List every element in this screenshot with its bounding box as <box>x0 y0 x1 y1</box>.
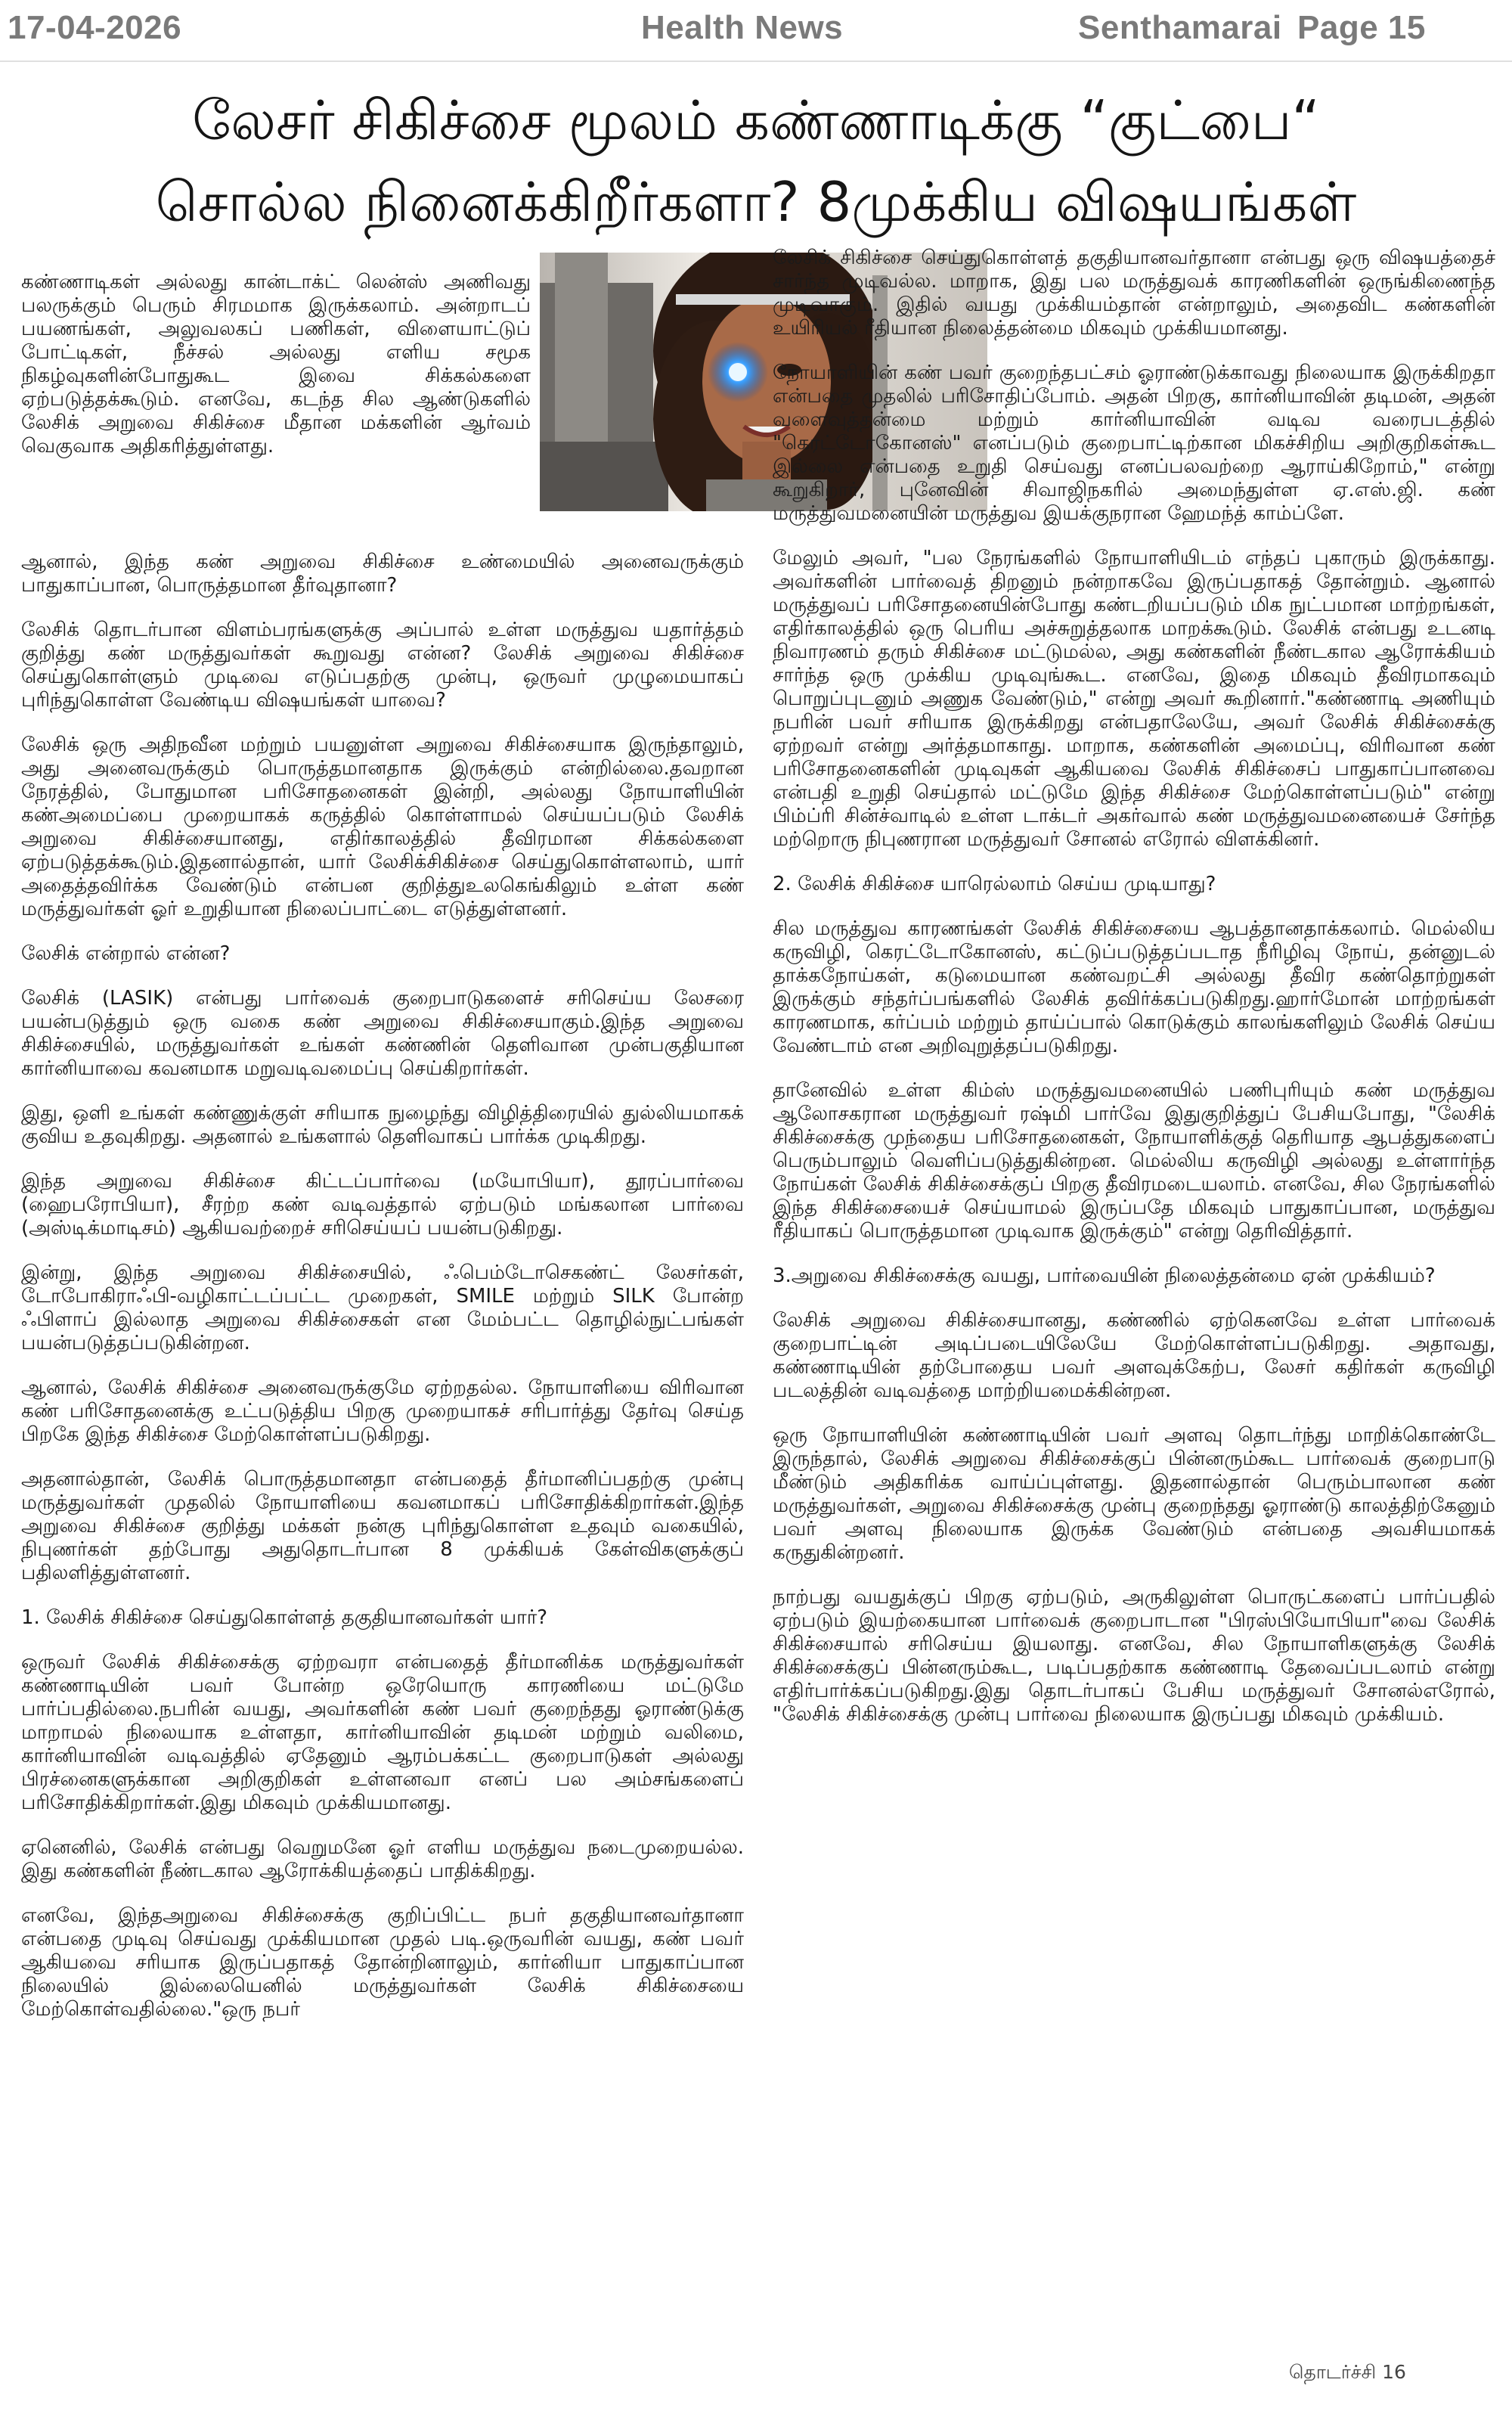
header-date: 17-04-2026 <box>8 9 182 46</box>
headline-line-2: சொல்ல நினைக்கிறீர்களா? 8முக்கிய விஷயங்கள் <box>155 170 1357 234</box>
paragraph: ஆனால், லேசிக் சிகிச்சை அனைவருக்குமே ஏற்றதல்ல. நோயாளியை விரிவான கண் பரிசோதனைக்கு உட்படுத்திய பிறகு முறையாகச் சரிபார்த்து தேர்வு செய்த பிறகே இந்த சிகிச்சை மேற்கொள்ளப்படுகிறது. <box>21 1376 744 1446</box>
article-right-column <box>773 247 1495 1748</box>
paragraph: லேசிக் அறுவை சிகிச்சையானது, கண்ணில் ஏற்கெனவே உள்ள பார்வைக் குறைபாட்டின் அடிப்படையிலேயே மேற்கொள்ளப்படுகிறது. அதாவது, கண்ணாடியின் தற்போதைய பவர் அளவுக்கேற்ப, லேசர் கதிர்கள் கருவிழி படலத்தின் வடிவத்தை மாற்றியமைக்கின்றன. <box>773 1309 1495 1402</box>
paragraph: லேசிக் சிகிச்சை செய்துகொள்ளத் தகுதியானவர்தானா என்பது ஒரு விஷயத்தைச் சார்ந்த முடிவல்ல. மாறாக, இது பல மருத்துவக் காரணிகளின் ஒருங்கிணைந்த முடிவாகும். இதில் வயது முக்கியம்தான் என்றாலும், அதைவிட கண்களின் உயிரியல் ரீதியான நிலைத்தன்மை மிகவும் முக்கியமானது. <box>773 247 1495 340</box>
paragraph: இன்று, இந்த அறுவை சிகிச்சையில், ஃபெம்டோசெகண்ட் லேசர்கள், டோபோகிராஃபி-வழிகாட்டப்பட்ட முறைகள், SMILE மற்றும் SILK போன்ற ஃபிளாப் இல்லாத அறுவை சிகிச்சைகள் என மேம்பட்ட தொழில்நுட்பங்கள் பயன்படுத்தப்படுகின்றன. <box>21 1261 744 1354</box>
paragraph: ஒரு நோயாளியின் கண்ணாடியின் பவர் அளவு தொடர்ந்து மாறிக்கொண்டே இருந்தால், லேசிக் அறுவை சிகிச்சைக்குப் பின்னரும்கூட பார்வைக் குறைபாடு மீண்டும் அதிகரிக்க வாய்ப்புள்ளது. இதனால்தான் பெரும்பாலான கண் மருத்துவர்கள், அறுவை சிகிச்சைக்கு முன்பு குறைந்தது ஓராண்டு காலத்திற்கேனும் பவர் அளவு நிலையாக இருக்க வேண்டும் என்பதை அவசியமாகக் கருதுகின்றனர். <box>773 1424 1495 1564</box>
paragraph: எனவே, இந்தஅறுவை சிகிச்சைக்கு குறிப்பிட்ட நபர் தகுதியானவர்தானா என்பதை முடிவு செய்வது முக்கியமான முதல் படி.ஒருவரின் வயது, கண் பவர் ஆகியவை சரியாக இருப்பதாகத் தோன்றினாலும், கார்னியா பாதுகாப்பான நிலையில் இல்லையெனில் மருத்துவர்கள் லேசிக் சிகிச்சையை மேற்கொள்வதில்லை."ஒரு நபர் <box>21 1904 744 2021</box>
paragraph: சில மருத்துவ காரணங்கள் லேசிக் சிகிச்சையை ஆபத்தானதாக்கலாம். மெல்லிய கருவிழி, கெரட்டோகோனஸ், கட்டுப்படுத்தப்படாத நீரிழிவு நோய், தன்னுடல் தாக்கநோய்கள், கடுமையான கண்வறட்சி அல்லது தீவிர கண்தொற்றுகள் இருக்கும் சந்தர்ப்பங்களில் லேசிக் தவிர்க்கப்படுகிறது.ஹார்மோன் மாற்றங்கள் காரணமாக, கர்ப்பம் மற்றும் தாய்ப்பால் கொடுக்கும் காலங்களிலும் லேசிக் செய்ய வேண்டாம் என அறிவுறுத்தப்படுகிறது. <box>773 917 1495 1057</box>
header-section: Health News <box>641 9 844 46</box>
paragraph: தானேவில் உள்ள கிம்ஸ் மருத்துவமனையில் பணிபுரியும் கண் மருத்துவ ஆலோசகரான மருத்துவர் ரஷ்மி பார்வே இதுகுறித்துப் பேசியபோது, "லேசிக் சிகிச்சைக்கு முந்தைய பரிசோதனைகள், நோயாளிக்குத் தெரியாத ஆபத்துகளைப் பெரும்பாலும் வெளிப்படுத்துகின்றன. மெல்லிய கருவிழி அல்லது உள்ளார்ந்த நோய்கள் லேசிக் சிகிச்சைக்குப் பிறகு தீவிரமடையலாம். எனவே, சில நேரங்களில் இந்த சிகிச்சையைச் செய்யாமல் இருப்பதே மிகவும் பாதுகாப்பான, மருத்துவ ரீதியாகப் பொருத்தமான முடிவாக இருக்கும்" என்று தெரிவித்தார். <box>773 1079 1495 1243</box>
article-left-column <box>21 551 744 2043</box>
paragraph: இது, ஒளி உங்கள் கண்ணுக்குள் சரியாக நுழைந்து விழித்திரையில் துல்லியமாகக் குவிய உதவுகிறது. அதனால் உங்களால் தெளிவாகப் பார்க்க முடிகிறது. <box>21 1102 744 1148</box>
intro-paragraph: கண்ணாடிகள் அல்லது கான்டாக்ட் லென்ஸ் அணிவது பலருக்கும் பெரும் சிரமமாக இருக்கலாம். அன்றாடப் பயணங்கள், அலுவலகப் பணிகள், விளையாட்டுப் போட்டிகள், நீச்சல் அல்லது எளிய சமூக நிகழ்வுகளின்போதுகூட இவை சிக்கல்களை ஏற்படுத்தக்கூடும். எனவே, கடந்த சில ஆண்டுகளில் லேசிக் அறுவை சிகிச்சை மீதான மக்களின் ஆர்வம் வெகுவாக அதிகரித்துள்ளது. <box>21 271 531 458</box>
header-publication: Senthamarai <box>1078 9 1282 46</box>
paragraph: லேசிக் ஒரு அதிநவீன மற்றும் பயனுள்ள அறுவை சிகிச்சையாக இருந்தாலும், அது அனைவருக்கும் பொருத்தமானதாக இருக்கும் என்றில்லை.தவறான நேரத்தில், போதுமான பரிசோதனைகள் இன்றி, அல்லது நோயாளியின் கண்அமைப்பை முறையாகக் கருத்தில் கொள்ளாமல் செய்யப்படும் லேசிக் அறுவை சிகிச்சையானது, எதிர்காலத்தில் தீவிரமான சிக்கல்களை ஏற்படுத்தக்கூடும்.இதனால்தான், யார் லேசிக்சிகிச்சை செய்துகொள்ளலாம், யார் அதைத்தவிர்க்க வேண்டும் என்பன குறித்துஉலகெங்கிலும் உள்ள கண் மருத்துவர்கள் ஓர் உறுதியான நிலைப்பாட்டை எடுத்துள்ளனர். <box>21 734 744 920</box>
paragraph: அதனால்தான், லேசிக் பொருத்தமானதா என்பதைத் தீர்மானிப்பதற்கு முன்பு மருத்துவர்கள் முதலில் நோயாளியை கவனமாகப் பரிசோதிக்கிறார்கள்.இந்த அறுவை சிகிச்சை குறித்து மக்கள் நன்கு புரிந்துகொள்ள உதவும் வகையில், நிபுணர்கள் தற்போது அதுதொடர்பான 8 முக்கியக் கேள்விகளுக்குப் பதிலளித்துள்ளனர். <box>21 1468 744 1584</box>
paragraph: ஆனால், இந்த கண் அறுவை சிகிச்சை உண்மையில் அனைவருக்கும் பாதுகாப்பான, பொருத்தமான தீர்வுதானா? <box>21 551 744 597</box>
article-headline <box>0 79 1512 243</box>
subheading-question-1: 1. லேசிக் சிகிச்சை செய்துகொள்ளத் தகுதியானவர்கள் யார்? <box>21 1606 548 1629</box>
paragraph: மேலும் அவர், "பல நேரங்களில் நோயாளியிடம் எந்தப் புகாரும் இருக்காது. அவர்களின் பார்வைத் திறனும் நன்றாகவே இருப்பதாகத் தோன்றும். ஆனால் மருத்துவப் பரிசோதனையின்போது கண்டறியப்படும் மிக நுட்பமான மாற்றங்கள், எதிர்காலத்தில் ஒரு பெரிய அச்சுறுத்தலாக மாறக்கூடும். லேசிக் என்பது உடனடி நிவாரணம் தரும் சிகிச்சை மட்டுமல்ல, அது கண்களின் நீண்டகால ஆரோக்கியம் சார்ந்த ஒரு முக்கிய முடிவுங்கூட. எனவே, இதை மிகவும் தீவிரமாகவும் பொறுப்புடனும் அணுக வேண்டும்," என்று அவர் கூறினார்."கண்ணாடி அணியும் நபரின் பவர் சரியாக இருக்கிறது என்பதாலேயே, அவர் லேசிக் சிகிச்சைக்கு ஏற்றவர் என்று அர்த்தமாகாது. மாறாக, கண்களின் அமைப்பு, விரிவான கண் பரிசோதனைகளின் முடிவுகள் ஆகியவை லேசிக் சிகிச்சைப் பாதுகாப்பானவை என்பதி உறுதி செய்தால் மட்டுமே இந்த சிகிச்சை மேற்கொள்ளப்படும்" என்று பிம்ப்ரி சின்ச்வாடில் உள்ள டாக்டர் அகர்வால் கண் மருத்துவமனையைச் சேர்ந்த மற்றொரு நிபுணரான மருத்துவர் சோனல் எரோல் விளக்கினர். <box>773 547 1495 851</box>
continued-on-page-note: தொடர்ச்சி 16 <box>1289 2361 1406 2383</box>
paragraph: நாற்பது வயதுக்குப் பிறகு ஏற்படும், அருகிலுள்ள பொருட்களைப் பார்ப்பதில் ஏற்படும் இயற்கையான பார்வைக் குறைபாடான "பிரஸ்பியோபியா"வை லேசிக் சிகிச்சையால் சரிசெய்ய இயலாது. எனவே, சில நோயாளிகளுக்கு லேசிக் சிகிச்சைக்குப் பின்னரும்கூட, படிப்பதற்காக கண்ணாடி தேவைப்படலாம் என்று எதிர்பார்க்கப்படுகிறது.இது தொடர்பாகப் பேசிய மருத்துவர் சோனல்எரோல், "லேசிக் சிகிச்சைக்கு முன்பு பார்வை நிலையாக இருப்பது மிகவும் முக்கியம். <box>773 1586 1495 1726</box>
subheading-question-3: 3.அறுவை சிகிச்சைக்கு வயது, பார்வையின் நிலைத்தன்மை ஏன் முக்கியம்? <box>773 1264 1436 1287</box>
article-intro-column <box>21 271 531 479</box>
subheading-what-is-lasik: லேசிக் என்றால் என்ன? <box>21 942 231 965</box>
paragraph: இந்த அறுவை சிகிச்சை கிட்டப்பார்வை (மயோபியா), தூரப்பார்வை (ஹைபரோபியா), சீரற்ற கண் வடிவத்தால் ஏற்படும் மங்கலான பார்வை (அஸ்டிக்மாடிசம்) ஆகியவற்றைச் சரிசெய்யப் பயன்படுகிறது. <box>21 1170 744 1239</box>
paragraph: நோயாளியின் கண் பவர் குறைந்தபட்சம் ஓராண்டுக்காவது நிலையாக இருக்கிறதா என்பதை முதலில் பரிசோதிப்போம். அதன் பிறகு, கார்னியாவின் தடிமன், அதன் வளைவுத்தன்மை மற்றும் கார்னியாவின் வடிவ வரைபடத்தில் "கெரட்டோகோனஸ்" எனப்படும் குறைபாட்டிற்கான மிகச்சிறிய அறிகுறிகள்கூட இல்லை என்பதை உறுதி செய்வது எனப்பலவற்றை ஆராய்கிறோம்," என்று கூறுகிறார், புனேவின் சிவாஜிநகரில் அமைந்துள்ள ஏ.எஸ்.ஜி. கண் மருத்துவமனையின் மருத்துவ இயக்குநரான ஹேமந்த் காம்ப்ளே. <box>773 361 1495 525</box>
header-page-number: Page 15 <box>1297 9 1426 46</box>
paragraph: ஏனெனில், லேசிக் என்பது வெறுமனே ஓர் எளிய மருத்துவ நடைமுறையல்ல. இது கண்களின் நீண்டகால ஆரோக்கியத்தைப் பாதிக்கிறது. <box>21 1836 744 1882</box>
subheading-question-2: 2. லேசிக் சிகிச்சை யாரெல்லாம் செய்ய முடியாது? <box>773 873 1216 895</box>
headline-line-1: லேசர் சிகிச்சை மூலம் கண்ணாடிக்கு “குட்பை“ <box>192 88 1320 152</box>
paragraph: லேசிக் (LASIK) என்பது பார்வைக் குறைபாடுகளைச் சரிசெய்ய லேசரை பயன்படுத்தும் ஒரு வகை கண் அறுவை சிகிச்சையாகும்.இந்த அறுவை சிகிச்சையில், மருத்துவர்கள் உங்கள் கண்ணின் தெளிவான முன்பகுதியான கார்னியாவை கவனமாக மறுவடிவமைப்பு செய்கிறார்கள். <box>21 987 744 1080</box>
paragraph: லேசிக் தொடர்பான விளம்பரங்களுக்கு அப்பால் உள்ள மருத்துவ யதார்த்தம் குறித்து கண் மருத்துவர்கள் கூறுவது என்ன? லேசிக் அறுவை சிகிச்சை செய்துகொள்ளும் முடிவை எடுப்பதற்கு முன்பு, ஒருவர் முழுமையாகப் புரிந்துகொள்ள வேண்டிய விஷயங்கள் யாவை? <box>21 619 744 712</box>
page-header <box>0 0 1512 62</box>
paragraph: ஒருவர் லேசிக் சிகிச்சைக்கு ஏற்றவரா என்பதைத் தீர்மானிக்க மருத்துவர்கள் கண்ணாடியின் பவர் போன்ற ஒரேயொரு காரணியை மட்டுமே பார்ப்பதில்லை.நபரின் வயது, அவர்களின் கண் பவர் குறைந்தது ஓராண்டுக்கு மாறாமல் நிலையாக உள்ளதா, கார்னியாவின் தடிமன் மற்றும் வலிமை, கார்னியாவின் வடிவத்தில் ஏதேனும் ஆரம்பக்கட்ட குறைபாடுகள் அல்லது பிரச்னைகளுக்கான அறிகுறிகள் உள்ளனவா எனப் பல அம்சங்களைப் பரிசோதிக்கிறார்கள்.இது மிகவும் முக்கியமானது. <box>21 1651 744 1814</box>
